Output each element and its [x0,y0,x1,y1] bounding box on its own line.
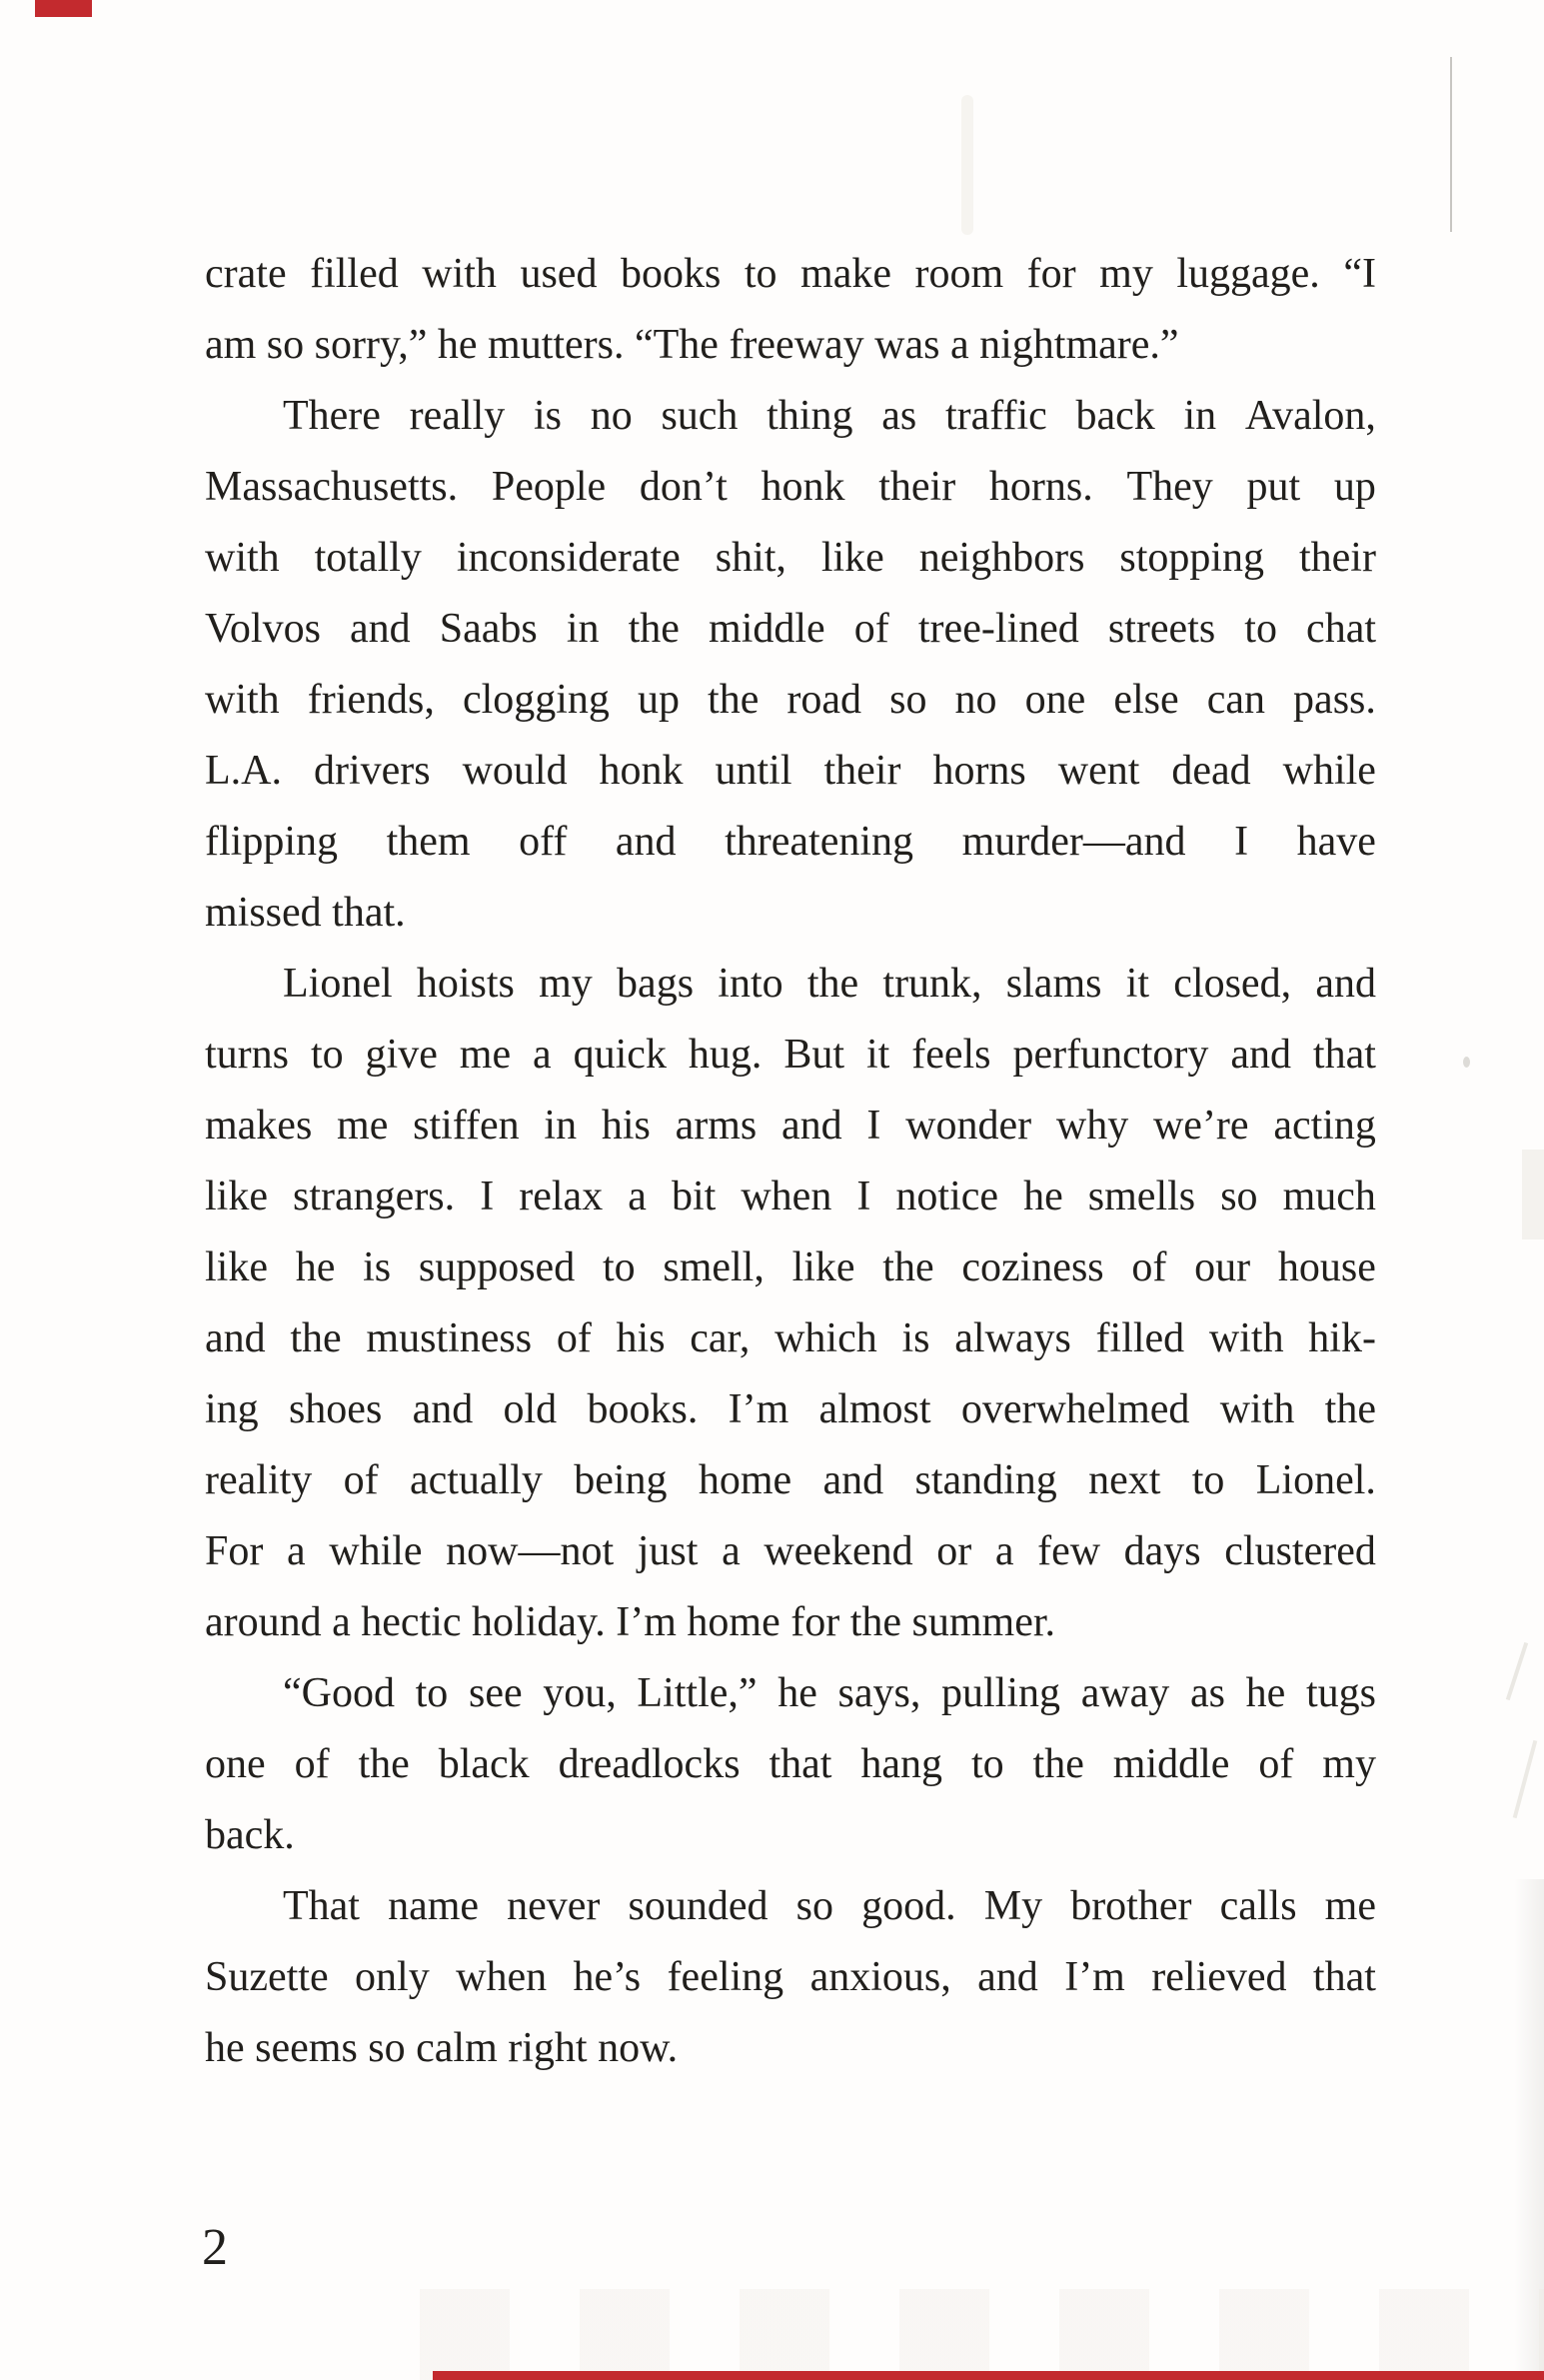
text-line: ing shoes and old books. I’m almost overwhelmed with the [205,1386,1376,1432]
text-line: missed that. [205,890,406,936]
page-number: 2 [202,2219,228,2276]
text-line: with friends, clogging up the road so no one else can pass. [205,677,1376,723]
scan-artifact-streak [1513,1740,1538,1818]
text-line: crate filled with used books to make room for my luggage. “I [205,251,1376,297]
scan-artifact-smudge [961,95,973,235]
text-line: one of the black dreadlocks that hang to the middle of my [205,1741,1376,1787]
text-line: flipping them off and threatening murder—and I have [205,819,1376,865]
text-line: with totally inconsiderate shit, like neighbors stopping their [205,535,1376,581]
text-line: Volvos and Saabs in the middle of tree-lined streets to chat [205,606,1376,652]
scan-artifact-dot [1463,1057,1470,1068]
scan-artifact-streak [1506,1642,1528,1700]
scan-artifact-red-mark [35,0,92,17]
text-line: he seems so calm right now. [205,2025,679,2071]
scan-artifact-red-strip [433,2371,1544,2380]
text-line: That name never sounded so good. My brother calls me [283,1883,1376,1929]
scan-artifact-vertical-line [1450,57,1452,232]
text-line: around a hectic holiday. I’m home for the summer. [205,1599,1056,1645]
text-line: reality of actually being home and standing next to Lionel. [205,1457,1376,1503]
text-line: and the mustiness of his car, which is always filled with hik- [205,1315,1376,1361]
text-line: turns to give me a quick hug. But it feels perfunctory and that [205,1032,1376,1078]
text-line: Massachusetts. People don’t honk their horns. They put up [205,464,1376,510]
text-line: Suzette only when he’s feeling anxious, and I’m relieved that [205,1954,1376,2000]
scan-artifact-edge-shadow [1514,1879,1544,2380]
text-line: back. [205,1812,295,1858]
text-line: like he is supposed to smell, like the coziness of our house [205,1244,1376,1290]
text-line: makes me stiffen in his arms and I wonder why we’re acting [205,1103,1376,1149]
text-line: There really is no such thing as traffic back in Avalon, [283,393,1376,439]
text-line: L.A. drivers would honk until their horns went dead while [205,748,1376,794]
text-line: For a while now—not just a weekend or a few days clustered [205,1528,1376,1574]
page-text [205,239,1376,2084]
text-line: am so sorry,” he mutters. “The freeway was a nightmare.” [205,322,1179,368]
text-line: Lionel hoists my bags into the trunk, slams it closed, and [283,961,1376,1007]
scan-artifact-edge-band [1522,1150,1544,1239]
scan-artifact-bottom-mottle [420,2289,1544,2380]
text-line: “Good to see you, Little,” he says, pulling away as he tugs [283,1670,1376,1716]
text-line: like strangers. I relax a bit when I notice he smells so much [205,1174,1376,1219]
